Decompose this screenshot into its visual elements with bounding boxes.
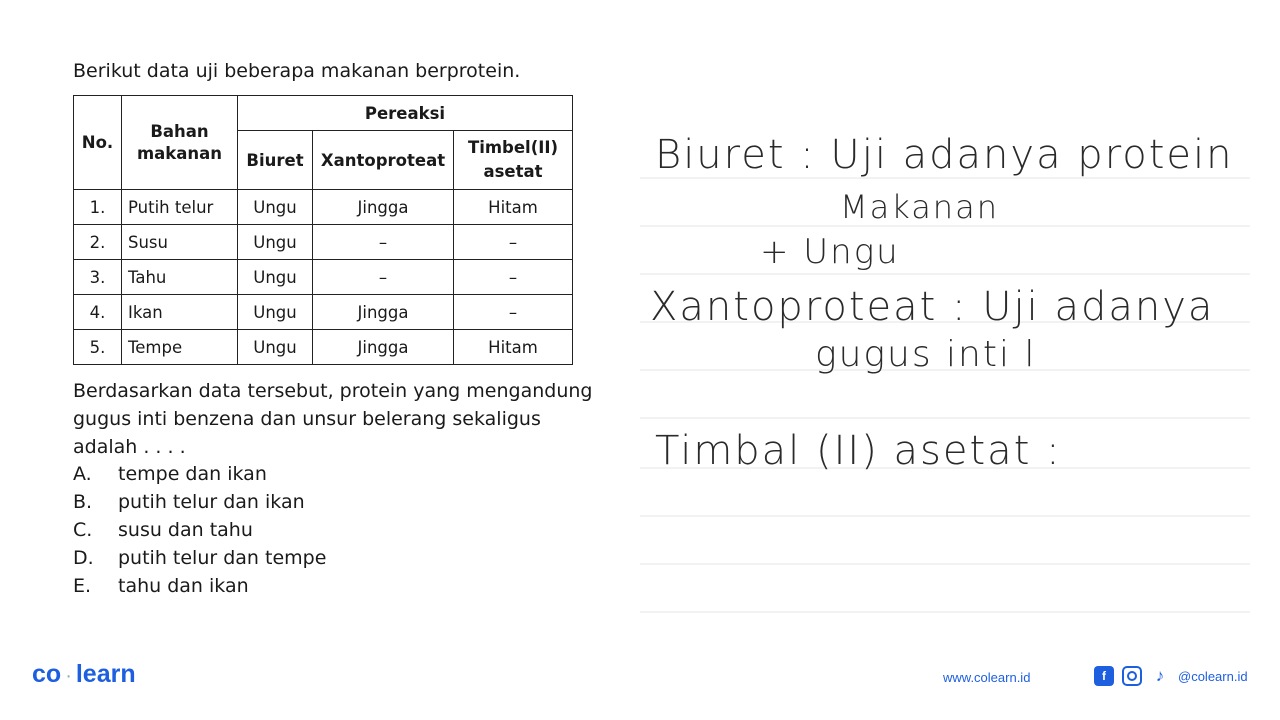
- note-line-6: Timbal (II) asetat :: [655, 428, 1062, 474]
- option-letter: E.: [73, 575, 92, 597]
- cell-timbel: Hitam: [454, 190, 573, 225]
- table-row: [74, 260, 573, 295]
- cell-biuret: Ungu: [238, 295, 313, 330]
- option-text: susu dan tahu: [118, 519, 253, 541]
- header-no: No.: [74, 96, 122, 190]
- cell-xanto: –: [313, 260, 454, 295]
- cell-timbel: –: [454, 260, 573, 295]
- cell-xanto: Jingga: [313, 295, 454, 330]
- header-timbel: Timbel(II) asetat: [454, 131, 573, 190]
- cell-bahan: Tempe: [122, 330, 238, 365]
- cell-bahan: Putih telur: [122, 190, 238, 225]
- social-handle: @colearn.id: [1178, 668, 1248, 684]
- note-line-1: Biuret : Uji adanya protein: [655, 132, 1234, 178]
- cell-no: 4.: [74, 295, 122, 330]
- note-line-2: Makanan: [840, 188, 999, 226]
- reagent-table: [73, 95, 573, 365]
- cell-bahan: Tahu: [122, 260, 238, 295]
- cell-timbel: –: [454, 295, 573, 330]
- cell-timbel: Hitam: [454, 330, 573, 365]
- note-line-5: gugus inti l: [815, 334, 1037, 375]
- option-letter: C.: [73, 519, 93, 541]
- option-letter: B.: [73, 491, 93, 513]
- header-pereaksi: Pereaksi: [238, 96, 573, 131]
- cell-biuret: Ungu: [238, 225, 313, 260]
- header-xanto: Xantoproteat: [313, 131, 454, 190]
- question-text: Berdasarkan data tersebut, protein yang mengandung gugus inti benzena dan unsur belerang sekaligus adalah . . . .: [73, 380, 593, 458]
- cell-xanto: Jingga: [313, 190, 454, 225]
- option-a[interactable]: [73, 460, 326, 488]
- option-text: tahu dan ikan: [118, 575, 249, 597]
- facebook-icon[interactable]: f: [1094, 666, 1114, 686]
- table-row: [74, 295, 573, 330]
- cell-timbel: –: [454, 225, 573, 260]
- option-text: putih telur dan ikan: [118, 491, 305, 513]
- cell-xanto: Jingga: [313, 330, 454, 365]
- table-row: [74, 190, 573, 225]
- option-d[interactable]: [73, 544, 326, 572]
- table-row: [74, 225, 573, 260]
- option-b[interactable]: [73, 488, 326, 516]
- cell-biuret: Ungu: [238, 260, 313, 295]
- note-line-4: Xantoproteat : Uji adanya: [650, 284, 1215, 330]
- tiktok-icon[interactable]: ♪: [1155, 666, 1165, 685]
- option-c[interactable]: [73, 516, 326, 544]
- cell-no: 3.: [74, 260, 122, 295]
- option-letter: A.: [73, 463, 92, 485]
- header-bahan: Bahan makanan: [122, 96, 238, 190]
- header-biuret: Biuret: [238, 131, 313, 190]
- option-letter: D.: [73, 547, 94, 569]
- social-links: [1094, 666, 1248, 686]
- colearn-logo: [32, 660, 136, 689]
- note-line-3: + Ungu: [760, 232, 900, 272]
- instagram-icon[interactable]: [1122, 666, 1142, 686]
- cell-biuret: Ungu: [238, 190, 313, 225]
- intro-text: Berikut data uji beberapa makanan berprotein.: [73, 60, 521, 82]
- table-row: [74, 330, 573, 365]
- option-text: tempe dan ikan: [118, 463, 267, 485]
- cell-bahan: Ikan: [122, 295, 238, 330]
- cell-no: 5.: [74, 330, 122, 365]
- cell-no: 1.: [74, 190, 122, 225]
- website-link[interactable]: www.colearn.id: [943, 670, 1031, 685]
- logo-separator: ·: [65, 665, 72, 687]
- cell-biuret: Ungu: [238, 330, 313, 365]
- option-text: putih telur dan tempe: [118, 547, 327, 569]
- cell-bahan: Susu: [122, 225, 238, 260]
- cell-xanto: –: [313, 225, 454, 260]
- cell-no: 2.: [74, 225, 122, 260]
- logo-learn: learn: [75, 660, 136, 688]
- option-e[interactable]: [73, 572, 326, 600]
- answer-options: [73, 460, 326, 600]
- logo-co: co: [32, 660, 62, 688]
